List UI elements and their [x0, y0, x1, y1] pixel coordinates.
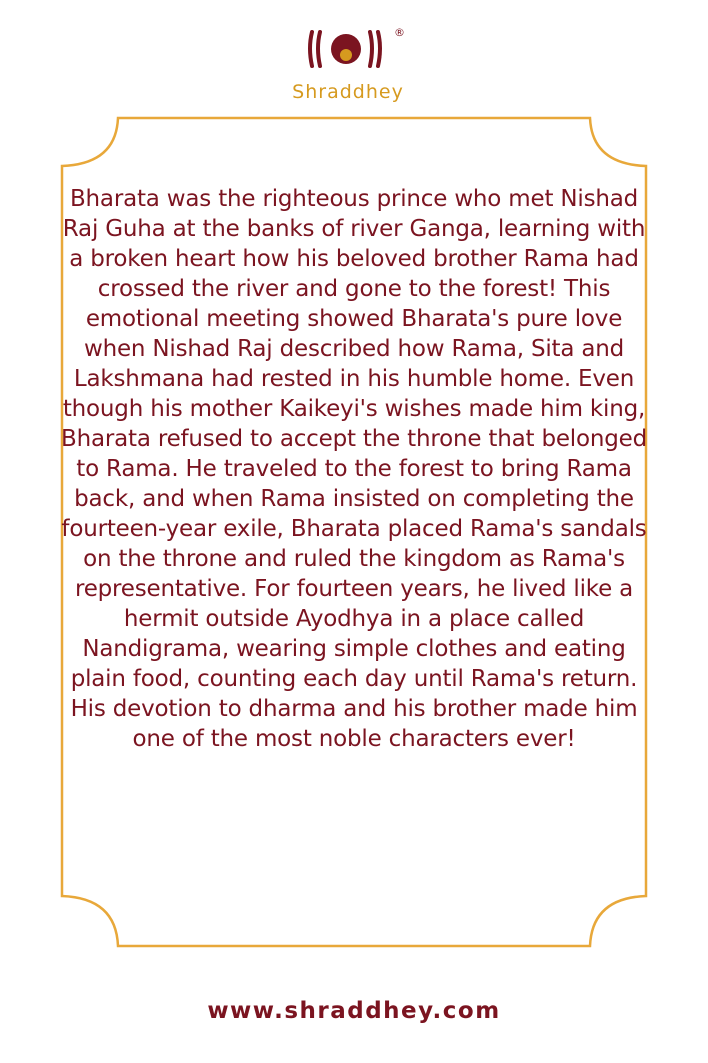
- logo-wordmark: Shraddhey: [292, 81, 404, 103]
- story-text: Bharata was the righteous prince who met Nishad Raj Guha at the banks of river Ganga, learning with a broken heart how his beloved brother Rama had crossed the river and gone to the forest! This emotional meeting showed Bharata's pure love when Nishad Raj described how Rama, Sita and Lakshmana had rested in his humble home. Even though his mother Kaikeyi's wishes made him king, Bharata refused to accept the throne that belonged to Rama. He traveled to the forest to bring Rama back, and when Rama insisted on completing the fourteen-year exile, Bharata placed Rama's sandals on the throne and ruled the kingdom as Rama's representative. For fourteen years, he lived like a hermit outside Ayodhya in a place called Nandigrama, wearing simple clothes and eating plain food, counting each day until Rama's return. His devotion to dharma and his brother made him one of the most noble characters ever!: [61, 186, 647, 752]
- website-link[interactable]: www.shraddhey.com: [207, 998, 501, 1024]
- registered-mark: ®: [394, 26, 405, 39]
